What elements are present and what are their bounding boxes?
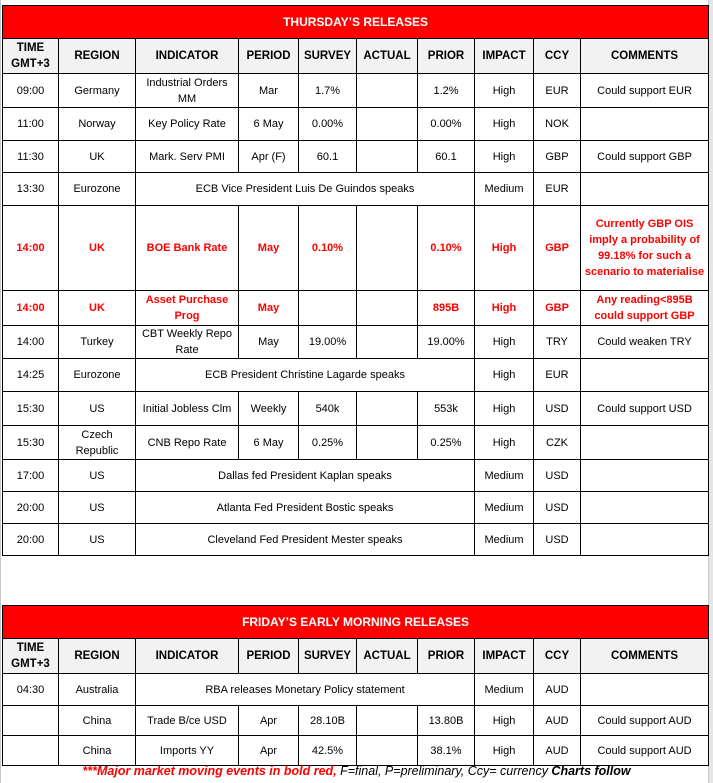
cell-ccy: CZK [534, 426, 581, 460]
cell-comments [581, 524, 709, 556]
cell-prior: 38.1% [418, 736, 475, 766]
cell-period: Weekly [239, 392, 299, 426]
cell-region: UK [59, 206, 136, 291]
cell-impact: Medium [475, 460, 534, 492]
col-header-indicator: INDICATOR [136, 39, 239, 74]
cell-time: 20:00 [3, 492, 59, 524]
cell-indicator: CBT Weekly Repo Rate [136, 326, 239, 359]
cell-time [3, 736, 59, 766]
cell-survey [299, 291, 357, 326]
cell-region: Eurozone [59, 173, 136, 206]
friday-releases-table [2, 605, 709, 766]
cell-comments [581, 492, 709, 524]
table-row [3, 736, 709, 766]
cell-time: 09:00 [3, 74, 59, 108]
cell-indicator: Asset Purchase Prog [136, 291, 239, 326]
cell-period: Apr [239, 706, 299, 736]
cell-region: US [59, 460, 136, 492]
cell-impact: Medium [475, 524, 534, 556]
cell-actual [357, 108, 418, 141]
cell-ccy: EUR [534, 173, 581, 206]
col-header-survey: SURVEY [299, 39, 357, 74]
col-header-actual: ACTUAL [357, 39, 418, 74]
col-header-ccy: CCY [534, 639, 581, 674]
cell-actual [357, 392, 418, 426]
cell-indicator: Trade B/ce USD [136, 706, 239, 736]
cell-comments [581, 426, 709, 460]
cell-ccy: USD [534, 492, 581, 524]
cell-comments [581, 173, 709, 206]
cell-ccy: USD [534, 524, 581, 556]
cell-time: 11:00 [3, 108, 59, 141]
footer-note [0, 764, 713, 778]
col-header-ccy: CCY [534, 39, 581, 74]
cell-impact: High [475, 291, 534, 326]
cell-actual [357, 736, 418, 766]
table-row [3, 206, 709, 291]
table-row [3, 74, 709, 108]
col-header-region: REGION [59, 639, 136, 674]
cell-prior: 13.80B [418, 706, 475, 736]
cell-region: UK [59, 291, 136, 326]
cell-event: Dallas fed President Kaplan speaks [136, 460, 475, 492]
table-row [3, 291, 709, 326]
col-header-time: TIME GMT+3 [3, 39, 59, 74]
table-row [3, 426, 709, 460]
cell-comments [581, 359, 709, 392]
col-header-period: PERIOD [239, 39, 299, 74]
cell-ccy: TRY [534, 326, 581, 359]
cell-actual [357, 141, 418, 173]
cell-time: 15:30 [3, 426, 59, 460]
cell-period: May [239, 326, 299, 359]
cell-ccy: AUD [534, 706, 581, 736]
cell-indicator: BOE Bank Rate [136, 206, 239, 291]
cell-event: ECB President Christine Lagarde speaks [136, 359, 475, 392]
cell-prior: 60.1 [418, 141, 475, 173]
thursday-releases-table [2, 5, 709, 556]
table-row [3, 326, 709, 359]
col-header-actual: ACTUAL [357, 639, 418, 674]
cell-ccy: USD [534, 392, 581, 426]
cell-prior: 0.00% [418, 108, 475, 141]
cell-prior: 0.25% [418, 426, 475, 460]
cell-time: 14:00 [3, 291, 59, 326]
cell-prior: 553k [418, 392, 475, 426]
cell-period: Apr (F) [239, 141, 299, 173]
cell-time: 14:00 [3, 206, 59, 291]
cell-survey: 540k [299, 392, 357, 426]
cell-comments: Could support AUD [581, 706, 709, 736]
cell-region: UK [59, 141, 136, 173]
cell-impact: Medium [475, 173, 534, 206]
cell-region: China [59, 736, 136, 766]
cell-impact: High [475, 108, 534, 141]
cell-indicator: Key Policy Rate [136, 108, 239, 141]
cell-actual [357, 426, 418, 460]
cell-region: China [59, 706, 136, 736]
table-row [3, 460, 709, 492]
col-header-comments: COMMENTS [581, 639, 709, 674]
table-row [3, 524, 709, 556]
cell-event: Atlanta Fed President Bostic speaks [136, 492, 475, 524]
charts-follow-note: Charts follow [551, 764, 631, 778]
cell-region: Turkey [59, 326, 136, 359]
cell-comments [581, 674, 709, 706]
cell-survey: 42.5% [299, 736, 357, 766]
cell-event: ECB Vice President Luis De Guindos speaks [136, 173, 475, 206]
cell-actual [357, 291, 418, 326]
header-row [3, 639, 709, 674]
cell-comments: Could support AUD [581, 736, 709, 766]
cell-actual [357, 706, 418, 736]
table-row [3, 141, 709, 173]
cell-period: 6 May [239, 108, 299, 141]
cell-impact: High [475, 706, 534, 736]
table-row [3, 674, 709, 706]
col-header-time: TIME GMT+3 [3, 639, 59, 674]
cell-region: US [59, 392, 136, 426]
cell-survey: 28.10B [299, 706, 357, 736]
major-events-note: ***Major market moving events in bold red, [82, 764, 337, 778]
cell-comments: Could support GBP [581, 141, 709, 173]
cell-survey: 0.10% [299, 206, 357, 291]
cell-impact: High [475, 736, 534, 766]
cell-time [3, 706, 59, 736]
cell-time: 20:00 [3, 524, 59, 556]
cell-ccy: NOK [534, 108, 581, 141]
cell-survey: 0.00% [299, 108, 357, 141]
cell-comments: Could support USD [581, 392, 709, 426]
cell-time: 04:30 [3, 674, 59, 706]
cell-impact: Medium [475, 492, 534, 524]
col-header-prior: PRIOR [418, 639, 475, 674]
cell-time: 13:30 [3, 173, 59, 206]
cell-prior: 895B [418, 291, 475, 326]
cell-ccy: AUD [534, 674, 581, 706]
cell-survey: 60.1 [299, 141, 357, 173]
cell-impact: High [475, 392, 534, 426]
cell-prior: 0.10% [418, 206, 475, 291]
table-row [3, 173, 709, 206]
cell-region: Norway [59, 108, 136, 141]
cell-period: Mar [239, 74, 299, 108]
cell-region: Germany [59, 74, 136, 108]
cell-ccy: EUR [534, 74, 581, 108]
cell-event: RBA releases Monetary Policy statement [136, 674, 475, 706]
cell-period: May [239, 206, 299, 291]
cell-prior: 19.00% [418, 326, 475, 359]
col-header-impact: IMPACT [475, 39, 534, 74]
cell-actual [357, 206, 418, 291]
cell-comments: Any reading<895B could support GBP [581, 291, 709, 326]
cell-time: 11:30 [3, 141, 59, 173]
abbreviations-note: F=final, P=preliminary, Ccy= currency [336, 764, 552, 778]
table-row [3, 392, 709, 426]
cell-survey: 1.7% [299, 74, 357, 108]
cell-region: Australia [59, 674, 136, 706]
cell-impact: High [475, 359, 534, 392]
cell-region: Eurozone [59, 359, 136, 392]
cell-comments: Could support EUR [581, 74, 709, 108]
cell-indicator: Mark. Serv PMI [136, 141, 239, 173]
cell-actual [357, 326, 418, 359]
cell-impact: High [475, 326, 534, 359]
header-row [3, 39, 709, 74]
table-title: FRIDAY’S EARLY MORNING RELEASES [3, 606, 709, 639]
col-header-prior: PRIOR [418, 39, 475, 74]
table-row [3, 359, 709, 392]
col-header-impact: IMPACT [475, 639, 534, 674]
cell-time: 14:25 [3, 359, 59, 392]
cell-impact: High [475, 74, 534, 108]
cell-prior: 1.2% [418, 74, 475, 108]
col-header-period: PERIOD [239, 639, 299, 674]
cell-time: 15:30 [3, 392, 59, 426]
cell-region: US [59, 524, 136, 556]
table-title: THURSDAY’S RELEASES [3, 6, 709, 39]
cell-period: 6 May [239, 426, 299, 460]
cell-comments: Could weaken TRY [581, 326, 709, 359]
cell-ccy: GBP [534, 291, 581, 326]
cell-region: US [59, 492, 136, 524]
table-row [3, 492, 709, 524]
cell-comments: Currently GBP OIS imply a probability of 99.18% for such a scenario to materialise [581, 206, 709, 291]
col-header-region: REGION [59, 39, 136, 74]
cell-impact: High [475, 141, 534, 173]
table-row [3, 706, 709, 736]
cell-indicator: Imports YY [136, 736, 239, 766]
col-header-indicator: INDICATOR [136, 639, 239, 674]
cell-impact: High [475, 426, 534, 460]
cell-ccy: GBP [534, 141, 581, 173]
cell-period: Apr [239, 736, 299, 766]
cell-ccy: GBP [534, 206, 581, 291]
cell-comments [581, 108, 709, 141]
cell-comments [581, 460, 709, 492]
cell-ccy: USD [534, 460, 581, 492]
cell-ccy: AUD [534, 736, 581, 766]
cell-event: Cleveland Fed President Mester speaks [136, 524, 475, 556]
cell-indicator: Initial Jobless Clm [136, 392, 239, 426]
cell-time: 14:00 [3, 326, 59, 359]
cell-ccy: EUR [534, 359, 581, 392]
cell-survey: 19.00% [299, 326, 357, 359]
cell-period: May [239, 291, 299, 326]
cell-indicator: CNB Repo Rate [136, 426, 239, 460]
cell-time: 17:00 [3, 460, 59, 492]
window-edge-left [0, 0, 1, 783]
cell-survey: 0.25% [299, 426, 357, 460]
cell-actual [357, 74, 418, 108]
col-header-survey: SURVEY [299, 639, 357, 674]
cell-impact: High [475, 206, 534, 291]
cell-region: Czech Republic [59, 426, 136, 460]
col-header-comments: COMMENTS [581, 39, 709, 74]
cell-indicator: Industrial Orders MM [136, 74, 239, 108]
cell-impact: Medium [475, 674, 534, 706]
table-row [3, 108, 709, 141]
